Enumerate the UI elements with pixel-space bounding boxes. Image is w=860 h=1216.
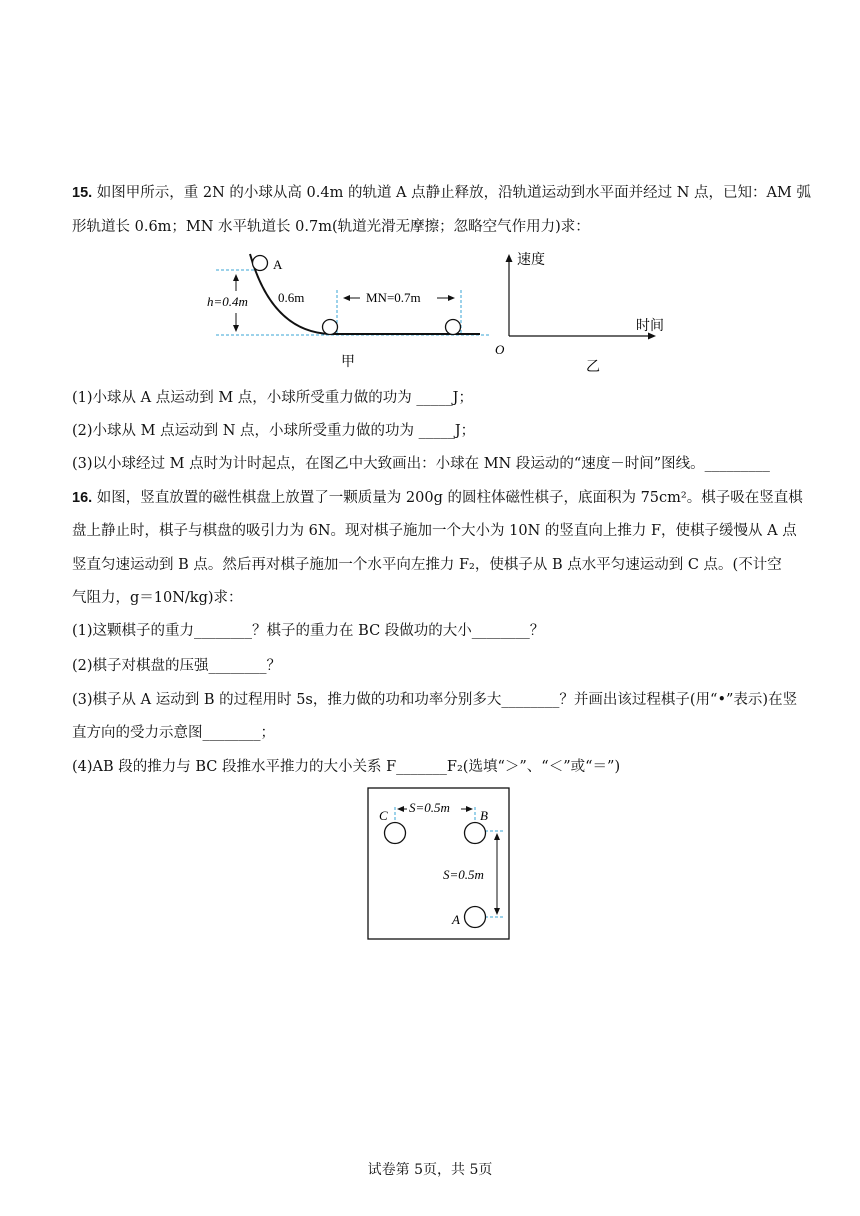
label-A: A [273,257,283,272]
label-arc: 0.6m [278,290,305,305]
x-axis-label: 时间 [636,319,664,334]
q15-stem-line1 [72,183,811,203]
piece-B [465,823,486,844]
caption-jia: 甲 [341,355,355,370]
label-h: h=0.4m [207,294,248,309]
q16-figure [367,787,511,940]
y-axis-label: 速度 [517,253,545,268]
origin-label: O [495,342,505,357]
q16-sub3-line2: 直方向的受力示意图________； [72,725,275,741]
q16-sub4: (4)AB 段的推力与 BC 段推水平推力的大小关系 F_______F₂(选填“＞”、“＜”或“＝”) [72,759,621,775]
q16-stem-text: 如图，竖直放置的磁性棋盘上放置了一颗质量为 200g 的圆柱体磁性棋子，底面积为 75cm²。棋子吸在竖直棋 [92,490,803,506]
piece-C [385,823,406,844]
q16-sub1: (1)这颗棋子的重力________？棋子的重力在 BC 段做功的大小________？ [72,623,545,639]
label-C: C [379,808,388,823]
q15-sub2: (2)小球从 M 点运动到 N 点，小球所受重力做的功为 _____J； [72,423,476,439]
q15-number: 15. [72,185,93,201]
piece-A [465,907,486,928]
label-mn: MN=0.7m [366,290,421,305]
ball-N [446,320,461,335]
q16-sub2: (2)棋子对棋盘的压强________？ [72,658,282,674]
q15-stem-line2: 形轨道长 0.6m；MN 水平轨道长 0.7m(轨道光滑无摩擦；忽略空气作用力)求： [72,219,590,235]
q15-sub3: (3)以小球经过 M 点时为计时起点，在图乙中大致画出：小球在 MN 段运动的“速度－时间”图线。_________ [72,456,770,472]
q16-stem-line1 [72,488,803,508]
ball-M [323,320,338,335]
label-B: B [480,808,488,823]
q16-stem-line2: 盘上静止时，棋子与棋盘的吸引力为 6N。现对棋子施加一个大小为 10N 的竖直向上推力 F，使棋子缓慢从 A 点 [72,523,797,539]
q15-stem-text: 如图甲所示，重 2N 的小球从高 0.4m 的轨道 A 点静止释放，沿轨道运动到水平面并经过 N 点，已知：AM 弧 [92,185,811,201]
q16-number: 16. [72,490,93,506]
q16-sub3-line1: (3)棋子从 A 运动到 B 的过程用时 5s，推力做的功和功率分别多大________？并画出该过程棋子(用“•”表示)在竖 [72,692,798,708]
q16-stem-line3: 竖直匀速运动到 B 点。然后再对棋子施加一个水平向左推力 F₂，使棋子从 B 点水平匀速运动到 C 点。(不计空 [72,557,782,573]
page-footer: 试卷第 5页，共 5页 [367,1162,493,1178]
caption-yi: 乙 [586,360,600,373]
q15-figure-yi [490,248,670,373]
ball-A [253,256,268,271]
label-A: A [452,912,460,927]
label-right: S=0.5m [443,867,484,882]
q15-figure-jia [200,248,490,373]
q15-sub1: (1)小球从 A 点运动到 M 点，小球所受重力做的功为 _____J； [72,390,473,406]
q16-stem-line4: 气阻力，g＝10N/kg)求： [72,590,243,606]
label-top: S=0.5m [409,800,450,815]
